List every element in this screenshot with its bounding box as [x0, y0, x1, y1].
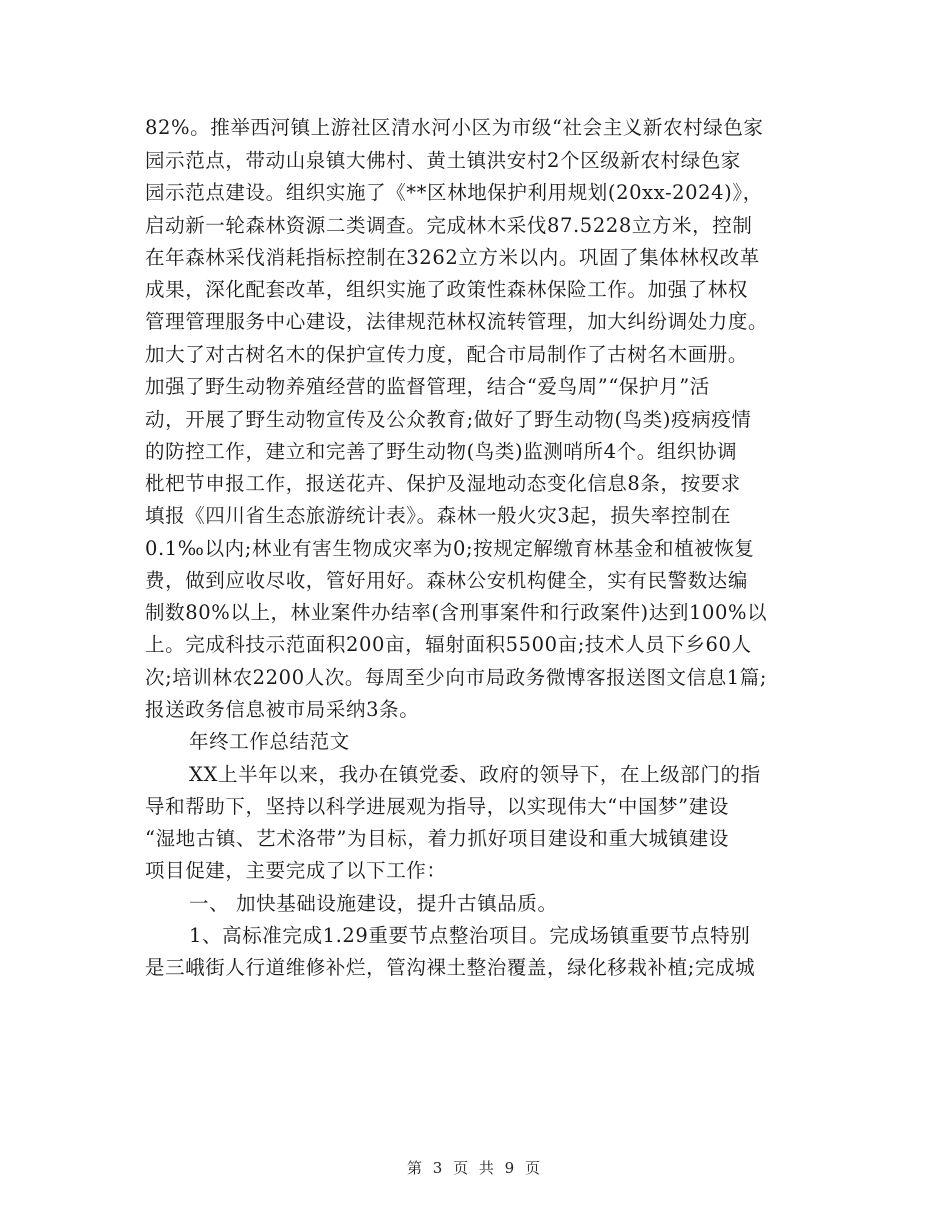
text-line: “湿地古镇、艺术洛带”为目标，着力抓好项目建设和重大城镇建设 — [145, 827, 729, 850]
text-line: 费，做到应收尽收，管好用好。森林公安机构健全，实有民警数达编 — [145, 569, 749, 592]
text-line: 在年森林采伐消耗指标控制在3262立方米以内。巩固了集体林权改革 — [145, 246, 760, 269]
text-line: 成果，深化配套改革，组织实施了政策性森林保险工作。加强了林权 — [145, 278, 749, 301]
text-line: 0.1‰以内;林业有害生物成灾率为0;按规定解缴育林基金和植被恢复 — [145, 537, 755, 560]
text-line: 园示范点建设。组织实施了《**区林地保护利用规划(20xx-2024)》， — [145, 181, 763, 204]
text-line: 加强了野生动物养殖经营的监督管理，结合“爱鸟周”“保护月”活 — [145, 375, 710, 398]
text-line: 加大了对古树名木的保护宣传力度，配合市局制作了古树名木画册。 — [145, 343, 749, 366]
text-line: 填报《四川省生态旅游统计表》。森林一般火灾3起，损失率控制在 — [145, 504, 732, 527]
text-line: XX上半年以来，我办在镇党委、政府的领导下，在上级部门的指 — [189, 763, 761, 786]
subsection-heading: 一、 加快基础设施建设，提升古镇品质。 — [189, 892, 558, 915]
text-line: 项目促建，主要完成了以下工作： — [145, 859, 447, 882]
text-line: 上。完成科技示范面积200亩，辐射面积5500亩;技术人员下乡60人 — [145, 633, 752, 656]
text-line: 1、高标准完成1.29重要节点整治项目。完成场镇重要节点特别 — [189, 924, 751, 947]
text-line: 报送政务信息被市局采纳3条。 — [145, 698, 420, 721]
text-line: 制数80%以上，林业案件办结率(含刑事案件和行政案件)达到100%以 — [145, 601, 768, 624]
text-line: 启动新一轮森林资源二类调查。完成林木采伐87.5228立方米，控制 — [145, 214, 753, 237]
section-heading: 年终工作总结范文 — [189, 730, 350, 753]
text-line: 次;培训林农2200人次。每周至少向市局政务微博客报送图文信息1篇; — [145, 666, 768, 689]
text-line: 管理管理服务中心建设，法律规范林权流转管理，加大纠纷调处力度。 — [145, 310, 769, 333]
text-line: 动，开展了野生动物宣传及公众教育;做好了野生动物(鸟类)疫病疫情 — [145, 408, 752, 431]
text-line: 82%。推举西河镇上游社区清水河小区为市级“社会主义新农村绿色家 — [145, 116, 764, 139]
text-line: 是三峨街人行道维修补烂，管沟裸土整治覆盖，绿化移栽补植;完成城 — [145, 956, 756, 979]
text-line: 导和帮助下，坚持以科学进展观为指导，以实现伟大“中国梦”建设 — [145, 795, 729, 818]
page-number-footer: 第 3 页 共 9 页 — [407, 1159, 543, 1177]
text-line: 的防控工作，建立和完善了野生动物(鸟类)监测哨所4个。组织协调 — [145, 440, 738, 463]
text-line: 枇杷节申报工作，报送花卉、保护及湿地动态变化信息8条，按要求 — [145, 472, 741, 495]
text-line: 园示范点，带动山泉镇大佛村、黄土镇洪安村2个区级新农村绿色家 — [145, 149, 741, 172]
